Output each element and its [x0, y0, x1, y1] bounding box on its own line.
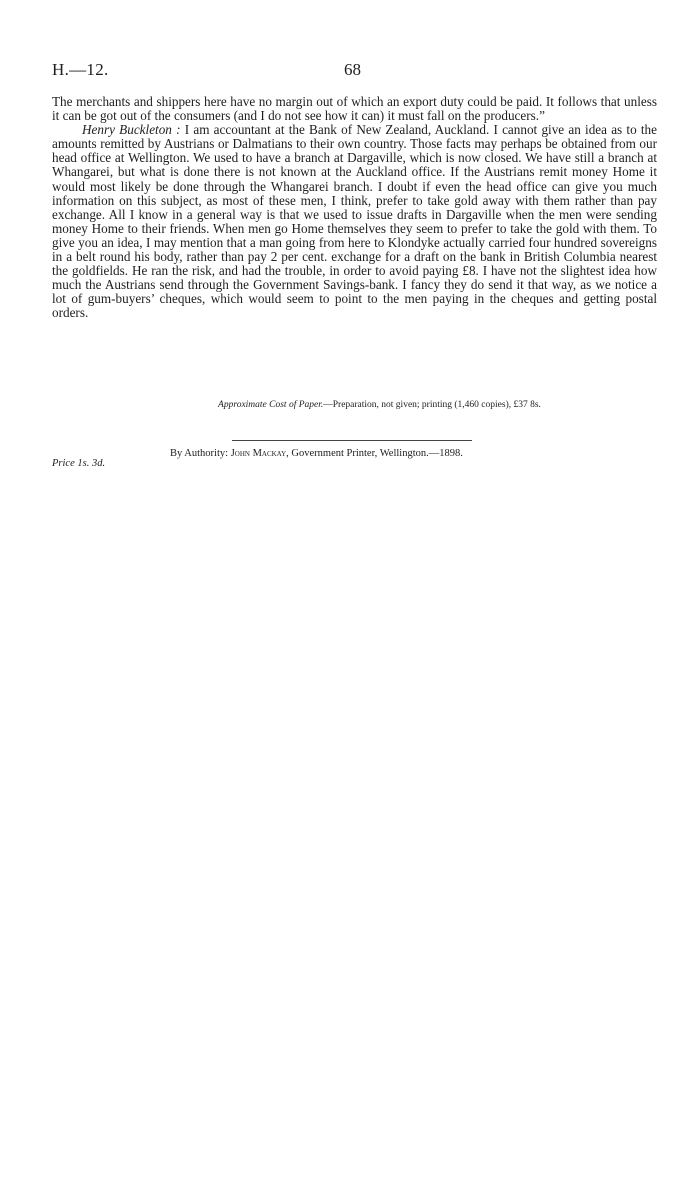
testimony-text: I am accountant at the Bank of New Zealand, Auckland. I cannot give an idea as to the amounts remitted by Austrians or Dalmatians to their own country. Those facts may perhaps be obtained from our head office at Wellington. We used to have a branch at Dargaville, which is now closed. We have still a branch at Whangarei, but what is done there is not known at the Auckland office. If the Austrians remit money Home it would most likely be done through the Whangarei branch. I doubt if even the head office can give you much information on this subject, as most of these men, I think, prefer to take gold away with them rather than pay exchange. All I know in a general way is that we used to issue drafts in Dargaville when the men were sending money Home to their friends. When men go Home themselves they seem to prefer to take the gold with them. To give you an idea, I may mention that a man going from here to Klondyke actually carried four hundred sovereigns in a belt round his body, rather than pay 2 per cent. exchange for a draft on the bank in British Columbia nearest the goldfields. He ran the risk, and had the trouble, in order to avoid paying £8. I have not the slightest idea how much the Austrians send through the Government Savings-bank. I fancy they do send it that way, as we notice a lot of gum-buyers’ cheques, which would seem to point to the men paying in the cheques and getting postal orders.	[52, 122, 657, 321]
price-label: Price 1s. 3d.	[52, 458, 106, 469]
footer-divider	[232, 440, 472, 441]
authority-prefix: By Authority:	[170, 448, 231, 459]
cost-text: —Preparation, not given; printing (1,460 copies), £37 8s.	[323, 400, 541, 410]
paragraph-buckleton	[52, 123, 657, 320]
page-header	[52, 60, 657, 82]
speaker-name: Henry Buckleton :	[82, 122, 181, 138]
paragraph-merchants: The merchants and shippers here have no margin out of which an export duty could be paid. It follows that unless it can be got out of the consumers (and I do not see how it can) it must fall on the producers.”	[52, 94, 657, 124]
cost-label: Approximate Cost of Paper.	[218, 400, 324, 410]
printer-authority	[170, 448, 463, 459]
page-number: 68	[344, 60, 361, 79]
cost-of-paper-note	[52, 400, 657, 410]
body-text	[52, 95, 657, 321]
document-reference: H.—12.	[52, 60, 109, 79]
authority-suffix: , Government Printer, Wellington.—1898.	[286, 448, 463, 459]
printer-name: John Mackay	[230, 448, 287, 459]
